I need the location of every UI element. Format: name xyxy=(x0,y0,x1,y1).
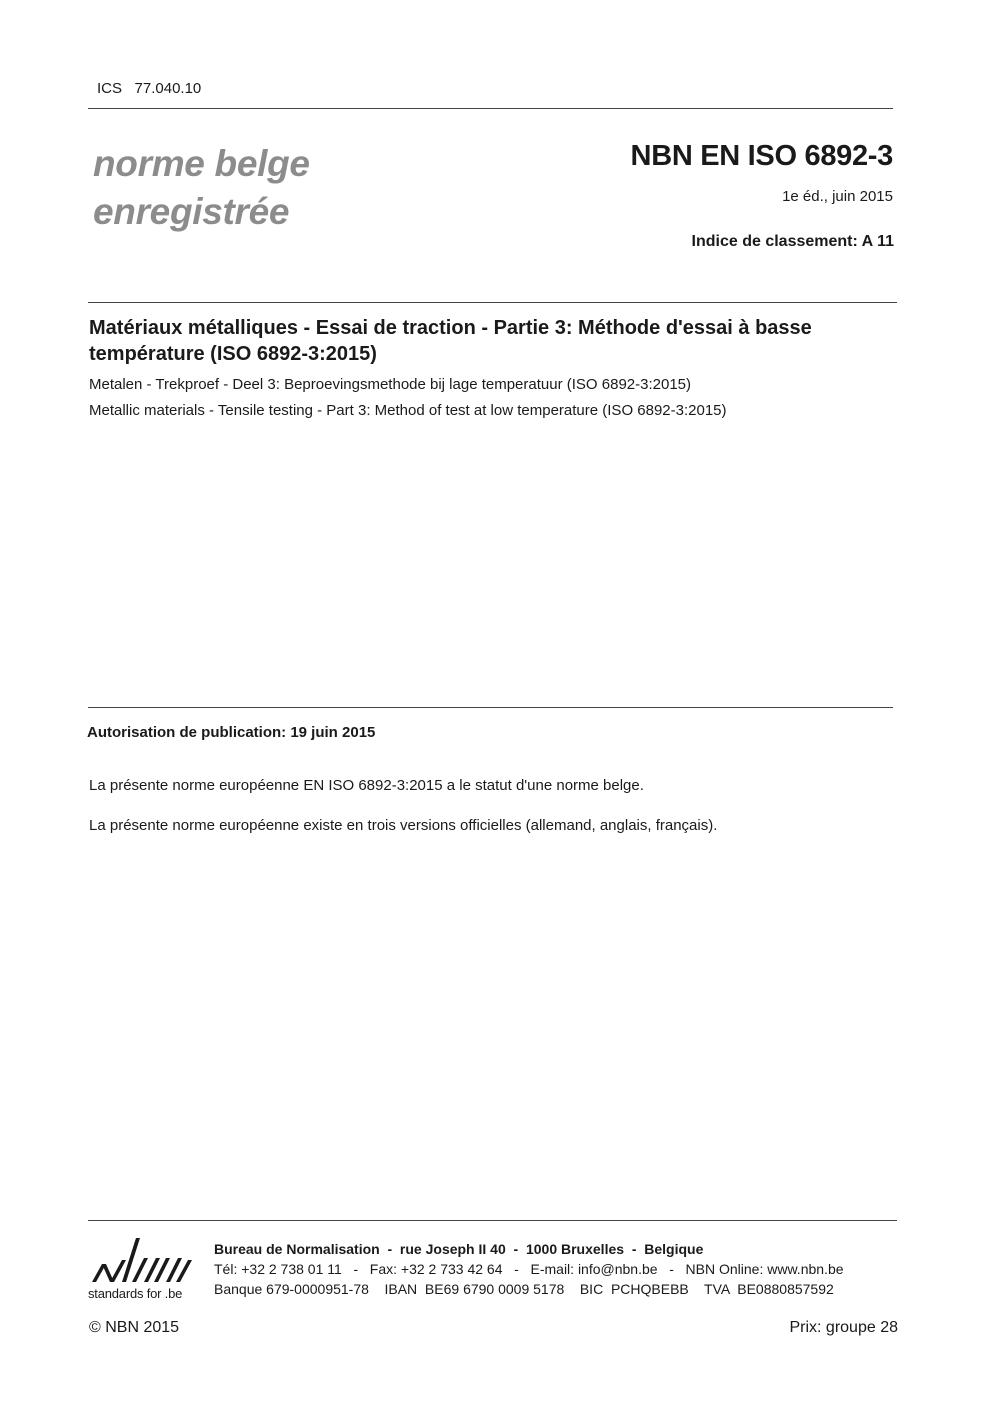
header-divider xyxy=(88,108,893,109)
ics-value: 77.040.10 xyxy=(134,80,202,97)
footer-address: Bureau de Normalisation - rue Joseph II 40 - 1000 Bruxelles - Belgique xyxy=(214,1241,704,1257)
versions-paragraph: La présente norme européenne existe en trois versions officielles (allemand, anglais, français). xyxy=(89,817,718,834)
publication-authorisation: Autorisation de publication: 19 juin 2015 xyxy=(87,724,376,741)
price-group: Prix: groupe 28 xyxy=(789,1319,898,1336)
footer-divider xyxy=(88,1220,897,1221)
footer-bank: Banque 679-0000951-78 IBAN BE69 6790 0009 5178 BIC PCHQBEBB TVA BE0880857592 xyxy=(214,1281,834,1297)
brand-title xyxy=(93,140,310,236)
title-dutch: Metalen - Trekproef - Deel 3: Beproevingsmethode bij lage temperatuur (ISO 6892-3:2015) xyxy=(89,376,691,393)
title-divider xyxy=(88,302,897,303)
brand-line-1: norme belge xyxy=(93,143,310,184)
edition-date: 1e éd., juin 2015 xyxy=(782,188,893,205)
status-paragraph: La présente norme européenne EN ISO 6892-3:2015 a le statut d'une norme belge. xyxy=(89,777,644,794)
standard-number: NBN EN ISO 6892-3 xyxy=(630,140,893,172)
footer-contact: Tél: +32 2 738 01 11 - Fax: +32 2 733 42 64 - E-mail: info@nbn.be - NBN Online: www.nbn.be xyxy=(214,1261,844,1277)
ics-code xyxy=(97,80,201,97)
body-divider xyxy=(88,707,893,708)
logo-caption: standards for .be xyxy=(88,1286,183,1301)
ics-label: ICS xyxy=(97,80,123,97)
title-french: Matériaux métalliques - Essai de traction - Partie 3: Méthode d'essai à basse température (ISO 6892-3:2015) xyxy=(89,317,812,365)
copyright-notice: © NBN 2015 xyxy=(89,1319,180,1336)
brand-line-2: enregistrée xyxy=(93,191,290,232)
classification-index: Indice de classement: A 11 xyxy=(691,233,894,250)
title-english: Metallic materials - Tensile testing - Part 3: Method of test at low temperature (ISO 6892-3:2015) xyxy=(89,402,727,419)
